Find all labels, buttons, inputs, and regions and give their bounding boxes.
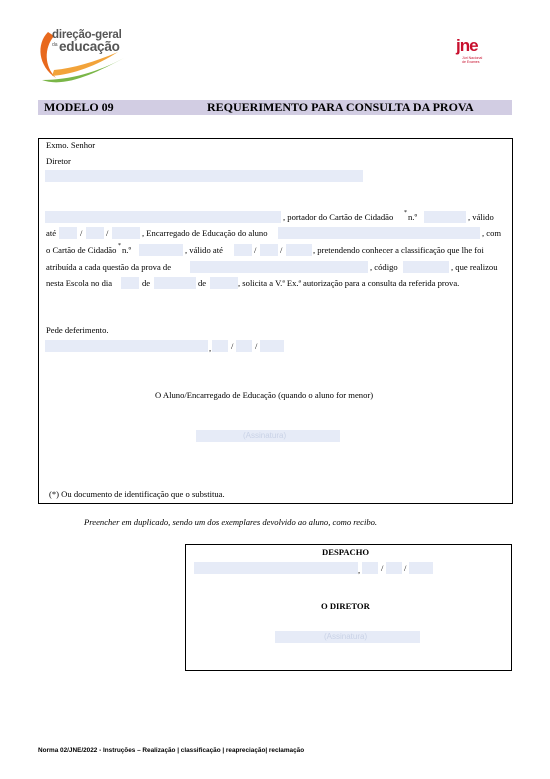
date-month-field[interactable] xyxy=(236,340,252,352)
dge-logo-small: da xyxy=(52,42,58,48)
exam-code-field[interactable] xyxy=(403,261,449,273)
line5-text-a: nesta Escola no dia xyxy=(46,278,113,288)
slash-2: / xyxy=(106,228,109,238)
footer-text: Norma 02/JNE/2022 - Instruções – Realização | classificação | reapreciação| reclamação xyxy=(38,747,305,754)
exam-year-field[interactable] xyxy=(210,277,238,289)
student-valid-month-field[interactable] xyxy=(260,244,278,256)
line5-text-c: de xyxy=(198,278,207,288)
place-comma: , xyxy=(209,343,212,353)
slash-6: / xyxy=(255,341,258,351)
slash-5: / xyxy=(231,341,234,351)
line1-text-b: n.º xyxy=(408,212,418,222)
line1-text-a: , portador do Cartão de Cidadão xyxy=(283,212,394,222)
footnote: (*) Ou documento de identificação que o substitua. xyxy=(49,489,225,499)
line5-text-b: de xyxy=(142,278,151,288)
slash-4: / xyxy=(280,245,283,255)
slash-3: / xyxy=(254,245,257,255)
line3-text-b: n.º xyxy=(122,245,132,255)
signer-label: O Aluno/Encarregado de Educação (quando o aluno for menor) xyxy=(155,390,374,400)
salutation-2: Diretor xyxy=(46,156,71,166)
student-valid-year-field[interactable] xyxy=(286,244,312,256)
deferimento-label: Pede deferimento. xyxy=(46,325,109,335)
jne-logo xyxy=(453,38,493,74)
request-form-box xyxy=(38,138,513,504)
despacho-day-field[interactable] xyxy=(362,562,378,574)
line2-text-b: , Encarregado de Educação do aluno xyxy=(142,228,268,238)
line4-text-c: , que realizou xyxy=(451,262,498,272)
student-valid-day-field[interactable] xyxy=(234,244,252,256)
jne-logo-sub1: Júri Nacional xyxy=(462,56,483,60)
exam-day-field[interactable] xyxy=(121,277,139,289)
despacho-comma: , xyxy=(358,565,361,575)
line1-star: * xyxy=(404,210,407,216)
line5-text-d: , solicita a V.ª Ex.ª autorização para a consulta da referida prova. xyxy=(238,278,460,288)
despacho-month-field[interactable] xyxy=(386,562,402,574)
salutation-1: Exmo. Senhor xyxy=(46,140,96,150)
model-label: MODELO 09 xyxy=(44,100,114,114)
slash-1: / xyxy=(80,228,83,238)
director-signature-placeholder: (Assinatura) xyxy=(324,632,368,641)
line4-text-b: , código xyxy=(370,262,398,272)
student-name-field[interactable] xyxy=(278,227,480,239)
line1-text-c: , válido xyxy=(468,212,494,222)
despacho-year-field[interactable] xyxy=(409,562,433,574)
place-field[interactable] xyxy=(45,340,208,352)
jne-logo-mark: jne xyxy=(456,36,478,55)
despacho-title: DESPACHO xyxy=(322,547,370,557)
dge-logo-line2: educação xyxy=(59,39,120,54)
signature-placeholder: (Assinatura) xyxy=(243,431,287,440)
despacho-place-field[interactable] xyxy=(194,562,361,575)
line4-text-a: atribuída a cada questão da prova de xyxy=(46,262,172,272)
line2-text-a: até xyxy=(46,228,57,238)
exam-month-field[interactable] xyxy=(154,277,196,289)
valid-month-field[interactable] xyxy=(86,227,104,239)
instruction-text: Preencher em duplicado, sendo um dos exemplares devolvido ao aluno, como recibo. xyxy=(84,517,378,527)
dge-logo xyxy=(34,22,134,84)
exam-subject-field[interactable] xyxy=(190,261,368,273)
jne-logo-sub2: de Exames xyxy=(462,60,480,64)
requester-name-field[interactable] xyxy=(45,211,281,223)
cc-number-field[interactable] xyxy=(424,211,466,223)
despacho-slash-2: / xyxy=(404,563,407,573)
dge-logo-line1: direção-geral xyxy=(52,29,122,41)
valid-year-field[interactable] xyxy=(112,227,140,239)
valid-day-field[interactable] xyxy=(59,227,77,239)
line3-star: * xyxy=(118,243,121,249)
line2-text-c: , com xyxy=(482,228,502,238)
director-label: O DIRETOR xyxy=(321,601,370,611)
line3-text-c: , válido até xyxy=(185,245,223,255)
line3-text-a: o Cartão de Cidadão xyxy=(46,245,117,255)
director-name-field[interactable] xyxy=(45,170,363,182)
despacho-slash-1: / xyxy=(381,563,384,573)
date-year-field[interactable] xyxy=(260,340,284,352)
student-cc-field[interactable] xyxy=(139,244,183,256)
line3-text-d: , pretendendo conhecer a classificação que lhe foi xyxy=(313,245,484,255)
page-title: REQUERIMENTO PARA CONSULTA DA PROVA xyxy=(207,100,474,114)
date-day-field[interactable] xyxy=(212,340,228,352)
